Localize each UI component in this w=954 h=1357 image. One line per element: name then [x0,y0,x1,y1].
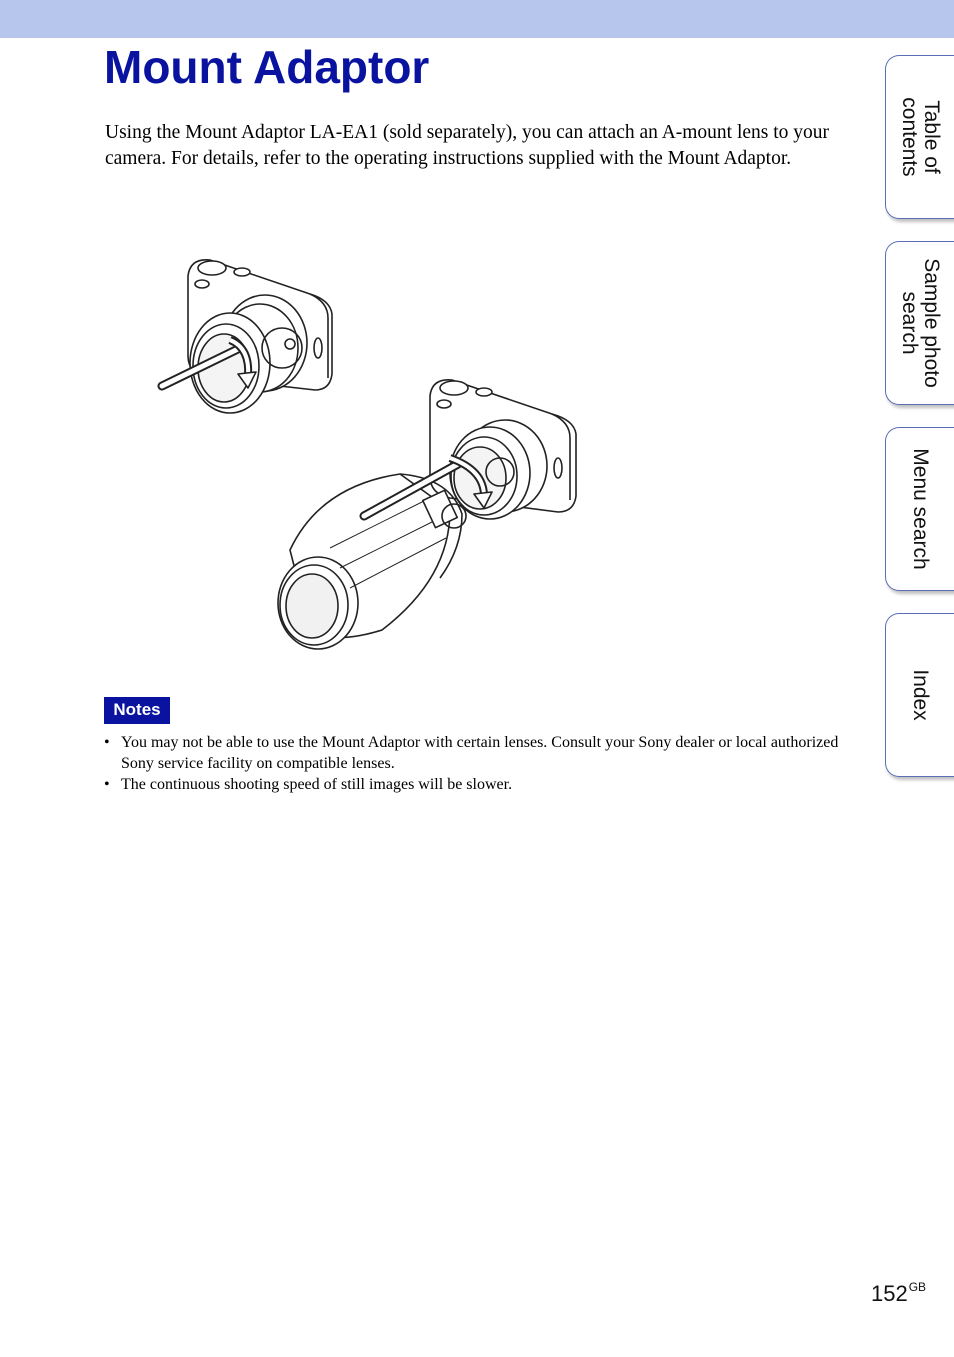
note-text: The continuous shooting speed of still images will be slower. [121,776,513,793]
notes-badge: Notes [104,697,170,724]
page-number-value: 152 [871,1281,908,1306]
top-color-band [0,0,954,38]
note-text: You may not be able to use the Mount Adaptor with certain lenses. Consult your Sony dealer or local authorized Sony service facility on compatible lenses. [121,734,839,772]
tab-label: Sample photo search [898,258,943,388]
list-item [104,774,844,795]
tab-menu-search[interactable] [885,427,954,591]
bullet: • [104,734,110,751]
tab-label: Table of contents [898,97,943,177]
bullet: • [104,776,110,793]
notes-list [104,732,844,795]
tab-label: Index [909,669,932,721]
mount-adaptor-illustration [150,248,590,658]
tab-label: Menu search [909,448,932,570]
tab-index[interactable] [885,613,954,777]
page-number [871,1280,926,1307]
page-title: Mount Adaptor [104,41,430,93]
list-item [104,732,844,774]
intro-paragraph: Using the Mount Adaptor LA-EA1 (sold separately), you can attach an A-mount lens to your camera. For details, refer to the operating instructions supplied with the Mount Adaptor. [105,122,830,169]
page-number-suffix: GB [908,1280,927,1294]
tab-sample-photo-search[interactable] [885,241,954,405]
tab-table-of-contents[interactable] [885,55,954,219]
